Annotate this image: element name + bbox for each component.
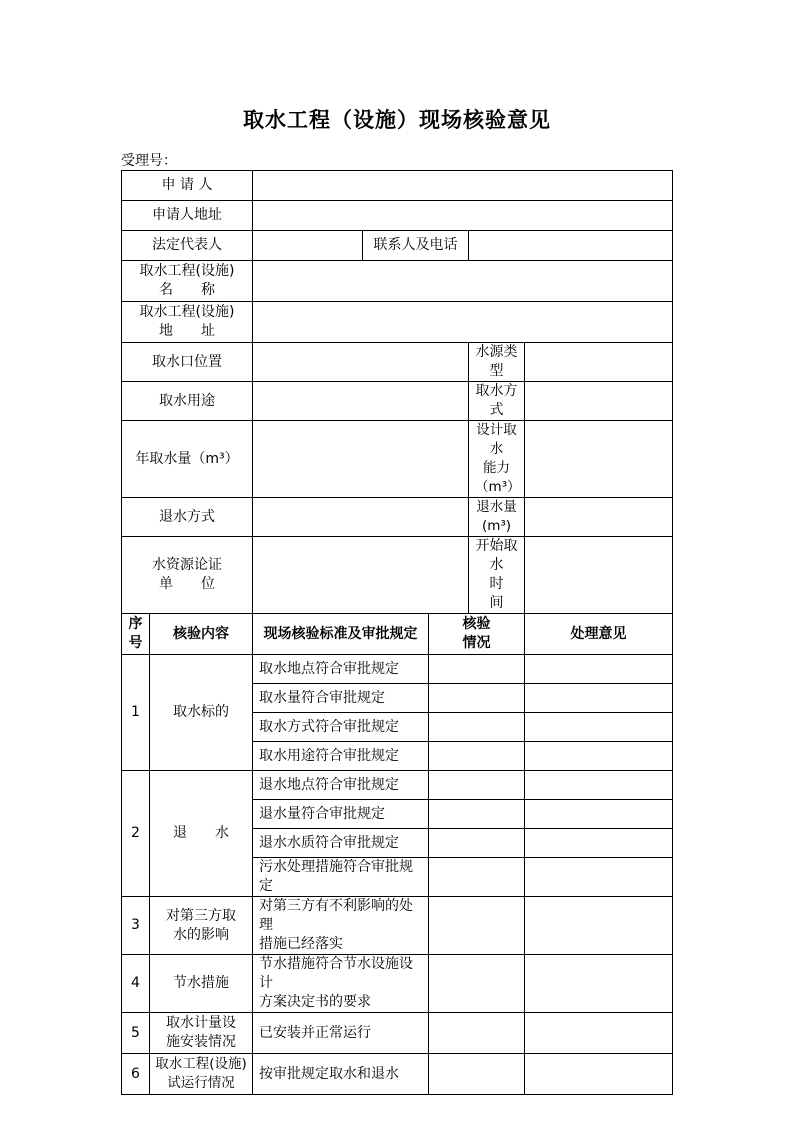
label-return-volume: 退水量(m³)	[469, 498, 525, 537]
field-intake-location[interactable]	[253, 343, 469, 382]
table-row	[122, 897, 673, 955]
opinion-field[interactable]	[525, 897, 673, 955]
label-contact: 联系人及电话	[363, 231, 469, 261]
row-seq: 3	[122, 897, 150, 955]
row-applicant	[122, 171, 673, 201]
receipt-number-label: 受理号：	[121, 153, 177, 169]
status-field[interactable]	[429, 684, 525, 713]
field-applicant[interactable]	[253, 171, 673, 201]
table-row	[122, 655, 673, 684]
field-start-time[interactable]	[525, 537, 673, 614]
label-legal-rep: 法定代表人	[122, 231, 253, 261]
opinion-field[interactable]	[525, 800, 673, 829]
label-return-method: 退水方式	[122, 498, 253, 537]
row-item: 取水工程(设施) 试运行情况	[150, 1054, 253, 1095]
status-field[interactable]	[429, 897, 525, 955]
verification-form-table	[121, 170, 673, 1095]
row-usage	[122, 382, 673, 421]
label-assessment-unit: 水资源论证 单 位	[122, 537, 253, 614]
opinion-field[interactable]	[525, 713, 673, 742]
label-design-capacity: 设计取水 能力（m³）	[469, 421, 525, 498]
header-seq: 序 号	[122, 614, 150, 655]
group-item: 取水标的	[150, 655, 253, 771]
label-project-address: 取水工程(设施) 地 址	[122, 302, 253, 343]
label-usage: 取水用途	[122, 382, 253, 421]
page-title: 取水工程（设施）现场核验意见	[243, 107, 551, 132]
status-field[interactable]	[429, 955, 525, 1013]
standard-text: 退水水质符合审批规定	[253, 829, 429, 858]
status-field[interactable]	[429, 1013, 525, 1054]
status-field[interactable]	[429, 800, 525, 829]
row-seq: 5	[122, 1013, 150, 1054]
field-legal-rep[interactable]	[253, 231, 363, 261]
opinion-field[interactable]	[525, 771, 673, 800]
standard-text: 取水量符合审批规定	[253, 684, 429, 713]
standard-text: 对第三方有不利影响的处理 措施已经落实	[253, 897, 429, 955]
opinion-field[interactable]	[525, 955, 673, 1013]
row-applicant-address	[122, 201, 673, 231]
field-project-address[interactable]	[253, 302, 673, 343]
label-annual-volume: 年取水量（m³）	[122, 421, 253, 498]
opinion-field[interactable]	[525, 742, 673, 771]
header-status: 核验 情况	[429, 614, 525, 655]
field-return-method[interactable]	[253, 498, 469, 537]
row-seq: 4	[122, 955, 150, 1013]
row-return-method	[122, 498, 673, 537]
label-intake-location: 取水口位置	[122, 343, 253, 382]
label-applicant-address: 申请人地址	[122, 201, 253, 231]
field-applicant-address[interactable]	[253, 201, 673, 231]
label-source-type: 水源类型	[469, 343, 525, 382]
label-start-time: 开始取水 时 间	[469, 537, 525, 614]
opinion-field[interactable]	[525, 1013, 673, 1054]
field-contact[interactable]	[469, 231, 673, 261]
group-item: 退 水	[150, 771, 253, 897]
row-annual-volume	[122, 421, 673, 498]
table-row	[122, 1054, 673, 1095]
row-legal-rep	[122, 231, 673, 261]
status-field[interactable]	[429, 829, 525, 858]
opinion-field[interactable]	[525, 655, 673, 684]
opinion-field[interactable]	[525, 829, 673, 858]
row-intake-location	[122, 343, 673, 382]
field-usage[interactable]	[253, 382, 469, 421]
standard-text: 污水处理措施符合审批规定	[253, 858, 429, 897]
row-item: 对第三方取 水的影响	[150, 897, 253, 955]
field-source-type[interactable]	[525, 343, 673, 382]
group-seq: 2	[122, 771, 150, 897]
label-method: 取水方式	[469, 382, 525, 421]
opinion-field[interactable]	[525, 684, 673, 713]
row-item: 节水措施	[150, 955, 253, 1013]
row-item: 取水计量设 施安装情况	[150, 1013, 253, 1054]
row-project-address	[122, 302, 673, 343]
table-row	[122, 955, 673, 1013]
status-field[interactable]	[429, 713, 525, 742]
field-annual-volume[interactable]	[253, 421, 469, 498]
status-field[interactable]	[429, 742, 525, 771]
status-field[interactable]	[429, 1054, 525, 1095]
standard-text: 取水方式符合审批规定	[253, 713, 429, 742]
header-opinion: 处理意见	[525, 614, 673, 655]
status-field[interactable]	[429, 771, 525, 800]
row-assessment-unit	[122, 537, 673, 614]
row-project-name	[122, 261, 673, 302]
table-row	[122, 1013, 673, 1054]
status-field[interactable]	[429, 655, 525, 684]
standard-text: 退水量符合审批规定	[253, 800, 429, 829]
group-seq: 1	[122, 655, 150, 771]
header-standard: 现场核验标准及审批规定	[253, 614, 429, 655]
standard-text: 取水用途符合审批规定	[253, 742, 429, 771]
header-row	[122, 614, 673, 655]
status-field[interactable]	[429, 858, 525, 897]
standard-text: 按审批规定取水和退水	[253, 1054, 429, 1095]
field-project-name[interactable]	[253, 261, 673, 302]
field-design-capacity[interactable]	[525, 421, 673, 498]
field-assessment-unit[interactable]	[253, 537, 469, 614]
header-item: 核验内容	[150, 614, 253, 655]
opinion-field[interactable]	[525, 858, 673, 897]
standard-text: 已安装并正常运行	[253, 1013, 429, 1054]
standard-text: 取水地点符合审批规定	[253, 655, 429, 684]
label-project-name: 取水工程(设施) 名 称	[122, 261, 253, 302]
standard-text: 节水措施符合节水设施设计 方案决定书的要求	[253, 955, 429, 1013]
field-method[interactable]	[525, 382, 673, 421]
label-applicant: 申 请 人	[122, 171, 253, 201]
row-seq: 6	[122, 1054, 150, 1095]
table-row	[122, 771, 673, 800]
opinion-field[interactable]	[525, 1054, 673, 1095]
standard-text: 退水地点符合审批规定	[253, 771, 429, 800]
field-return-volume[interactable]	[525, 498, 673, 537]
